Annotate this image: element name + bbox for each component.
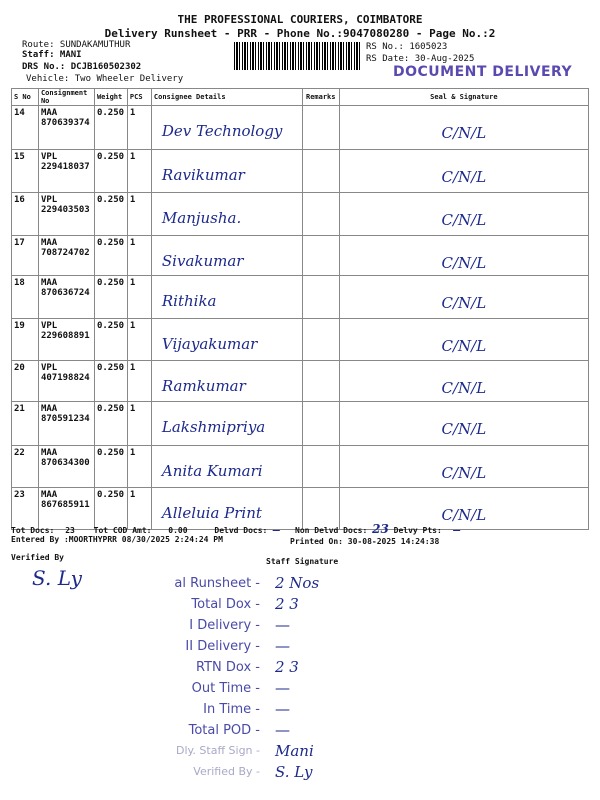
- staff-label: Staff: MANI: [22, 50, 82, 60]
- staff-signature-label: Staff Signature: [266, 557, 339, 566]
- pcs-cell: 1: [127, 106, 151, 150]
- pcs-cell: 1: [127, 402, 151, 446]
- remarks-cell: [302, 319, 339, 361]
- stamp-row: [140, 721, 390, 742]
- entered-by: Entered By :MOORTHYPRR 08/30/2025 2:24:24 PM: [11, 535, 223, 544]
- stamp-row-value: —: [275, 721, 290, 739]
- table-row: [12, 446, 589, 488]
- col-seal: Seal & Signature: [339, 89, 588, 106]
- col-weight: Weight: [94, 89, 127, 106]
- consignee-cell: Anita Kumari: [151, 446, 302, 488]
- consignee-cell: Dev Technology: [151, 106, 302, 150]
- stamp-row-value: —: [275, 616, 290, 634]
- seal-cell: C/N/L: [339, 150, 588, 193]
- sno-cell: 22: [12, 446, 39, 488]
- stamp-row: [140, 763, 390, 784]
- stamp-row: [140, 700, 390, 721]
- remarks-cell: [302, 193, 339, 236]
- pcs-cell: 1: [127, 150, 151, 193]
- consignment-cell: MAA 870634300: [38, 446, 94, 488]
- stamp-row-label: I Delivery -: [189, 618, 260, 633]
- seal-cell: C/N/L: [339, 106, 588, 150]
- weight-cell: 0.250: [94, 193, 127, 236]
- delvd-docs-label: Delvd Docs:: [214, 526, 268, 535]
- weight-cell: 0.250: [94, 106, 127, 150]
- pcs-cell: 1: [127, 236, 151, 276]
- sno-cell: 15: [12, 150, 39, 193]
- pcs-cell: 1: [127, 319, 151, 361]
- weight-cell: 0.250: [94, 402, 127, 446]
- table-row: [12, 193, 589, 236]
- consignee-cell: Ramkumar: [151, 361, 302, 402]
- weight-cell: 0.250: [94, 446, 127, 488]
- stamp-row: [140, 637, 390, 658]
- seal-cell: C/N/L: [339, 361, 588, 402]
- rs-number: RS No.: 1605023: [366, 42, 448, 52]
- table-row: [12, 106, 589, 150]
- pcs-cell: 1: [127, 276, 151, 319]
- totals-line: [11, 522, 461, 536]
- weight-cell: 0.250: [94, 319, 127, 361]
- seal-cell: C/N/L: [339, 193, 588, 236]
- verified-by-label: Verified By: [11, 553, 64, 562]
- col-consignment: Consignment No: [38, 89, 94, 106]
- stamp-row: [140, 616, 390, 637]
- stamp-row: [140, 658, 390, 679]
- consignee-cell: Ravikumar: [151, 150, 302, 193]
- runsheet-subtitle: Delivery Runsheet - PRR - Phone No.:9047080280 - Page No.:2: [104, 27, 496, 40]
- stamp-row-label: Dly. Staff Sign -: [175, 744, 260, 757]
- remarks-cell: [302, 106, 339, 150]
- pcs-cell: 1: [127, 488, 151, 530]
- consignment-cell: VPL 407198824: [38, 361, 94, 402]
- delvy-pts-label: Delvy Pts:: [393, 526, 442, 535]
- barcode: [234, 42, 362, 70]
- consignment-cell: VPL 229608891: [38, 319, 94, 361]
- seal-cell: C/N/L: [339, 276, 588, 319]
- remarks-cell: [302, 446, 339, 488]
- tot-docs-label: Tot Docs:: [11, 526, 55, 535]
- remarks-cell: [302, 361, 339, 402]
- consignee-cell: Manjusha.: [151, 193, 302, 236]
- stamp-row-value: 2 3: [275, 658, 299, 676]
- table-row: [12, 276, 589, 319]
- sno-cell: 14: [12, 106, 39, 150]
- verified-signature: S. Ly: [32, 566, 82, 590]
- document-delivery-stamp: DOCUMENT DELIVERY: [393, 64, 573, 80]
- table-row: [12, 150, 589, 193]
- vehicle-label: Vehicle: Two Wheeler Delivery: [26, 74, 184, 84]
- sno-cell: 19: [12, 319, 39, 361]
- pcs-cell: 1: [127, 193, 151, 236]
- table-row: [12, 402, 589, 446]
- stamp-row-label: In Time -: [203, 702, 260, 717]
- stamp-row-label: Verified By -: [193, 765, 260, 778]
- consignment-cell: MAA 870639374: [38, 106, 94, 150]
- stamp-row: [140, 679, 390, 700]
- non-delvd-label: Non Delvd Docs:: [295, 526, 368, 535]
- remarks-cell: [302, 150, 339, 193]
- stamp-row-value: —: [275, 637, 290, 655]
- stamp-row-label: II Delivery -: [185, 639, 260, 654]
- col-sno: S No: [12, 89, 39, 106]
- seal-cell: C/N/L: [339, 446, 588, 488]
- stamp-row-value: Mani: [275, 742, 314, 760]
- weight-cell: 0.250: [94, 150, 127, 193]
- weight-cell: 0.250: [94, 276, 127, 319]
- consignment-cell: MAA 870636724: [38, 276, 94, 319]
- sno-cell: 21: [12, 402, 39, 446]
- tot-cod-label: Tot COD Amt:: [93, 526, 152, 535]
- route-label: Route: SUNDAKAMUTHUR: [22, 40, 131, 50]
- stamp-row: [140, 574, 390, 595]
- stamp-row-value: 2 Nos: [275, 574, 320, 592]
- stamp-row-label: Total Dox -: [191, 597, 260, 612]
- stamp-row-label: RTN Dox -: [196, 660, 260, 675]
- rs-date: RS Date: 30-Aug-2025: [366, 54, 475, 64]
- table-row: [12, 361, 589, 402]
- consignment-cell: MAA 867685911: [38, 488, 94, 530]
- consignee-cell: Lakshmipriya: [151, 402, 302, 446]
- table-row: [12, 236, 589, 276]
- stamp-row-value: 2 3: [275, 595, 299, 613]
- consignment-cell: MAA 870591234: [38, 402, 94, 446]
- delvd-docs-value: —: [272, 525, 281, 535]
- col-remarks: Remarks: [302, 89, 339, 106]
- pcs-cell: 1: [127, 361, 151, 402]
- stamp-row-value: —: [275, 700, 290, 718]
- stamp-row-value: —: [275, 679, 290, 697]
- consignee-cell: Alleluia Print: [151, 488, 302, 530]
- sno-cell: 17: [12, 236, 39, 276]
- sno-cell: 20: [12, 361, 39, 402]
- weight-cell: 0.250: [94, 236, 127, 276]
- col-consignee: Consignee Details: [151, 89, 302, 106]
- stamp-row-label: Out Time -: [191, 681, 260, 696]
- weight-cell: 0.250: [94, 488, 127, 530]
- tot-docs-value: 23: [65, 526, 75, 535]
- sno-cell: 23: [12, 488, 39, 530]
- remarks-cell: [302, 276, 339, 319]
- consignment-cell: MAA 708724702: [38, 236, 94, 276]
- stamp-row-label: al Runsheet -: [174, 576, 260, 591]
- remarks-cell: [302, 236, 339, 276]
- summary-stamp: [140, 574, 390, 794]
- stamp-row: [140, 742, 390, 763]
- weight-cell: 0.250: [94, 361, 127, 402]
- drs-number: DRS No.: DCJB160502302: [22, 62, 142, 72]
- stamp-row-value: S. Ly: [275, 763, 313, 781]
- stamp-row-label: Total POD -: [188, 723, 260, 738]
- consignee-cell: Vijayakumar: [151, 319, 302, 361]
- col-pcs: PCS: [127, 89, 151, 106]
- sno-cell: 16: [12, 193, 39, 236]
- pcs-cell: 1: [127, 446, 151, 488]
- seal-cell: C/N/L: [339, 319, 588, 361]
- seal-cell: C/N/L: [339, 236, 588, 276]
- seal-cell: C/N/L: [339, 402, 588, 446]
- sno-cell: 18: [12, 276, 39, 319]
- consignee-cell: Sivakumar: [151, 236, 302, 276]
- company-title: THE PROFESSIONAL COURIERS, COIMBATORE: [177, 13, 423, 26]
- consignment-cell: VPL 229418037: [38, 150, 94, 193]
- tot-cod-value: 0.00: [168, 526, 188, 535]
- remarks-cell: [302, 402, 339, 446]
- consignee-cell: Rithika: [151, 276, 302, 319]
- table-row: [12, 319, 589, 361]
- non-delvd-value: 23: [372, 522, 389, 536]
- printed-on: Printed On: 30-08-2025 14:24:38: [290, 537, 440, 546]
- runsheet-table: [11, 88, 589, 530]
- stamp-row: [140, 595, 390, 616]
- seal-cell: C/N/L: [339, 488, 588, 530]
- consignment-cell: VPL 229403503: [38, 193, 94, 236]
- delvy-pts-value: —: [452, 525, 461, 535]
